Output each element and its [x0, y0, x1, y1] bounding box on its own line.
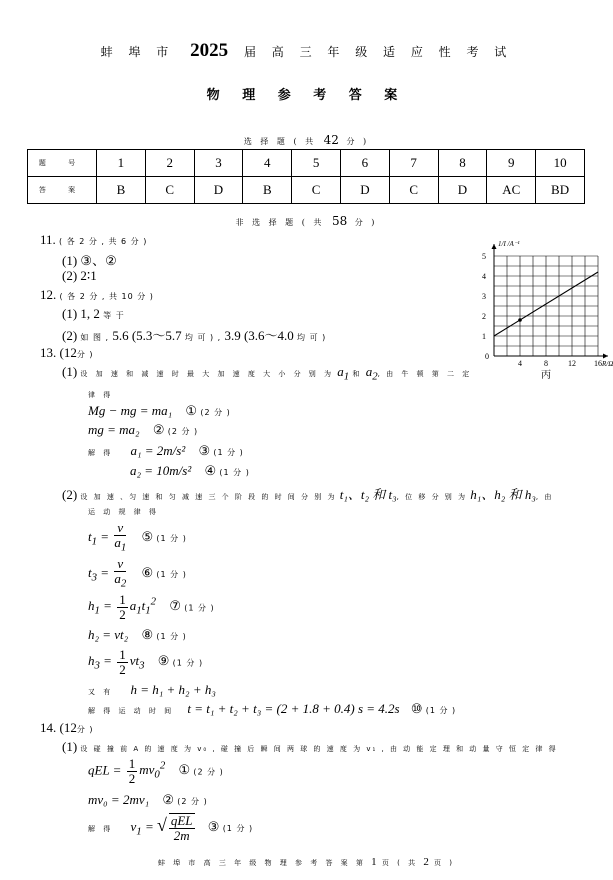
- q13-eq4-expr: a₂ = 10m/s²: [130, 463, 192, 478]
- chart-labels: [482, 240, 613, 381]
- q13-score: (12: [59, 345, 77, 360]
- q13-eq8-expr: h₂ = vt₂: [88, 627, 129, 642]
- q13-p2-vars2: h₁、h₂ 和 h₃: [470, 487, 536, 502]
- q13-eq10: [88, 701, 456, 717]
- q12-part1-note: 等 于: [103, 311, 125, 320]
- q13-eq4: [130, 463, 250, 479]
- q13-eq3-pts: (1 分 ): [213, 448, 244, 457]
- q12-part2-note3: 均 可 ): [297, 333, 327, 342]
- q-answer: C: [145, 177, 194, 204]
- q-answer: B: [243, 177, 292, 204]
- q14-eq2: [88, 792, 208, 808]
- q13-p2-vars: t₁、t₂ 和 t₃: [339, 487, 397, 502]
- q13-eq3-expr: a₁ = 2m/s²: [130, 443, 186, 458]
- q13-eq2-expr: mg = ma₂: [88, 422, 140, 437]
- q11-heading: [40, 232, 147, 248]
- footer-pre: 蚌 埠 市 高 三 年 级 物 理 参 考 答 案 第: [157, 859, 366, 867]
- q-answer: D: [438, 177, 487, 204]
- q13-eq-sum-expr: h = h₁ + h₂ + h₃: [130, 682, 216, 697]
- q-number: 10: [536, 150, 585, 177]
- q14-p1-intro-text: 设 碰 撞 前 A 的 速 度 为 v₀ , 碰 撞 后 瞬 间 两 球 的 速 度 为 v₁ , 由 动 能 定 理 和 动 量 守 恒 定 律 得: [80, 745, 558, 753]
- q13-eq1-mark: ①: [185, 403, 198, 418]
- q11-number: 11.: [40, 232, 56, 247]
- q-answer: C: [389, 177, 438, 204]
- header-year: 2025: [190, 40, 229, 61]
- x-axis-arrow: [603, 354, 608, 359]
- q13-p2-tail: 由: [544, 493, 555, 501]
- header-city: 蚌 埠 市: [100, 45, 175, 59]
- q-number: 7: [389, 150, 438, 177]
- q13-eq1-pts: (2 分 ): [200, 408, 231, 417]
- q13-score-unit: 分 ): [76, 350, 94, 359]
- x-tick-label: 8: [544, 359, 548, 368]
- q13-p1-intro2: 律 得: [88, 391, 114, 399]
- q-answer: B: [97, 177, 146, 204]
- q13-eq9-mark: ⑨: [157, 653, 170, 669]
- graph-bing: [466, 226, 613, 386]
- row-label-number: 题 号: [28, 150, 97, 177]
- q14-eq2-mark: ②: [162, 792, 175, 807]
- q12-part2-values: 5.6 (5.3～5.7: [112, 328, 182, 343]
- q13-p2-mid: 位 移 分 别 为: [405, 493, 468, 501]
- y-tick-label: 1: [482, 332, 486, 341]
- page-title: 物 理 参 考 答 案: [206, 88, 407, 103]
- q13-heading: [40, 345, 94, 361]
- q14-eq3-pts: (1 分 ): [222, 823, 254, 833]
- y-axis-label: 1/I /A⁻¹: [498, 240, 520, 248]
- q12-part1-values: (1) 1, 2: [62, 306, 100, 321]
- q14-eq3-mark: ③: [207, 818, 220, 834]
- q11-part2: (2) 2∶1: [62, 268, 97, 283]
- y-tick-label: 2: [482, 312, 486, 321]
- q-number: 6: [340, 150, 389, 177]
- q12-part1: [62, 306, 125, 322]
- q13-eq1-expr: Mg − mg = ma₁: [88, 403, 173, 418]
- answer-table: [27, 149, 585, 204]
- q14-solve-label: 解 得: [88, 824, 114, 833]
- q13-eq10-mark: ⑩: [410, 701, 423, 716]
- mc-points: 42: [323, 133, 339, 147]
- q14-eq1: qEL = $\frac{1}{2}$ $mv_0^2$ ① (2 分 ): [88, 756, 224, 786]
- q13-eq6: $t_3$ = $\frac{v}{a_2}$ ⑥ (1 分 ): [88, 556, 187, 590]
- q-answer: D: [194, 177, 243, 204]
- exam-header: [0, 40, 613, 62]
- q13-solve-time-label: 解 得 运 动 时 间: [88, 707, 175, 715]
- q12-note: ( 各 2 分 , 共 10 分 ): [59, 292, 154, 301]
- q13-eq7-mark: ⑦: [169, 598, 181, 614]
- nonmc-label-pre: 非 选 择 题 ( 共: [235, 218, 325, 227]
- q12-part2-note2: 均 可 ) ,: [184, 333, 222, 342]
- nonmc-label-post: 分 ): [354, 218, 378, 227]
- q13-also-label: 又 有: [88, 688, 114, 696]
- q12-part2-values2: 3.9 (3.6～4.0: [224, 328, 294, 343]
- q13-eq4-mark: ④: [204, 463, 217, 478]
- q13-eq9: $h_3$ = $\frac{1}{2}$ $vt_3$ ⑨ (1 分 ): [88, 647, 204, 677]
- y-tick-label: 3: [482, 292, 486, 301]
- footer-page: 1: [371, 856, 377, 868]
- q13-eq3-mark: ③: [198, 443, 211, 458]
- q13-eq6-pts: (1 分 ): [156, 569, 187, 579]
- q12-number: 12.: [40, 287, 57, 302]
- footer-total: 2: [423, 856, 429, 868]
- x-tick-label: 0: [485, 352, 489, 361]
- data-point: [518, 318, 522, 322]
- q13-eq2-pts: (2 分 ): [167, 427, 199, 436]
- q12-part2: [62, 325, 326, 344]
- q13-eq6-mark: ⑥: [141, 564, 154, 580]
- x-tick-label: 16: [594, 359, 602, 368]
- x-tick-label: 12: [568, 359, 576, 368]
- q13-p1-intro-text: 设 加 速 和 减 速 时 最 大 加 速 度 大 小 分 别 为: [80, 370, 335, 378]
- q13-eq8-pts: (1 分 ): [156, 632, 187, 641]
- q13-eq8: [88, 627, 187, 643]
- q13-eq7-pts: (1 分 ): [184, 603, 215, 613]
- q-answer: AC: [487, 177, 536, 204]
- q11-part1: (1) ③、②: [62, 253, 117, 268]
- x-axis-label: R/Ω: [602, 360, 613, 368]
- q13-part2-intro: (2) 设 加 速 、匀 速 和 匀 减 速 三 个 阶 段 的 时 间 分 别 为 t₁、t₂ 和 t₃, 位 移 分 别 为 h₁、h₂ 和 h₃, 由: [62, 487, 555, 502]
- q13-eq4-pts: (1 分 ): [219, 468, 250, 477]
- page-footer: [0, 856, 613, 868]
- q13-eq1: [88, 403, 231, 419]
- q-number: 4: [243, 150, 292, 177]
- q13-number: 13.: [40, 345, 57, 360]
- row-label-answer: 答 案: [28, 177, 97, 204]
- q14-eq1-pts: (2 分 ): [193, 767, 224, 777]
- q13-eq5: $t_1$ = $\frac{v}{a_1}$ ⑤ (1 分 ): [88, 520, 187, 554]
- q13-p1-and: 和: [352, 370, 363, 378]
- q14-eq3: 解 得 $v_1$ = √ $\frac{\text{qEL}}{2m}$ ③ (1 分 ): [88, 813, 254, 843]
- q-number: 5: [292, 150, 341, 177]
- q13-p1-tail: 由 牛 顿 第 二 定: [386, 370, 473, 378]
- q-answer: BD: [536, 177, 585, 204]
- q14-number: 14.: [40, 720, 57, 735]
- chart-grid: [494, 256, 598, 356]
- q13-eq3: [88, 443, 244, 459]
- q-number: 2: [145, 150, 194, 177]
- q-answer: C: [292, 177, 341, 204]
- q13-part1-intro: (1) 设 加 速 和 减 速 时 最 大 加 速 度 大 小 分 别 为 $a_1$ 和 $a_2$, 由 牛 顿 第 二 定: [62, 364, 473, 383]
- q13-eq7: $h_1$ = $\frac{1}{2}$ $a_1t_1^2$ ⑦ (1 分 ): [88, 592, 215, 622]
- y-axis-arrow: [492, 244, 497, 249]
- chart-caption: 丙: [541, 370, 551, 381]
- nonmc-points: 58: [331, 214, 348, 228]
- mc-label-post: 分 ): [346, 137, 370, 146]
- q13-eq9-pts: (1 分 ): [172, 658, 204, 668]
- y-tick-label: 5: [482, 252, 486, 261]
- q11-note: ( 各 2 分 , 共 6 分 ): [59, 237, 148, 246]
- q-number: 1: [97, 150, 146, 177]
- answer-table-answer-row: [28, 177, 585, 204]
- q13-eq5-pts: (1 分 ): [156, 533, 187, 543]
- footer-post: 页 ): [434, 859, 456, 867]
- q13-eq-sum: [88, 682, 216, 698]
- q14-eq1-mark: ①: [178, 762, 191, 778]
- footer-mid: 页 ( 共: [381, 859, 419, 867]
- q14-score-unit: 分 ): [76, 725, 94, 734]
- q13-solve-label: 解 得: [88, 449, 114, 457]
- q14-heading: [40, 720, 94, 736]
- q-number: 8: [438, 150, 487, 177]
- answer-table-number-row: [28, 150, 585, 177]
- q13-eq8-mark: ⑧: [141, 627, 154, 642]
- q14-part1-intro: (1) 设 碰 撞 前 A 的 速 度 为 v₀ , 碰 撞 后 瞬 间 两 球 的 速 度 为 v₁ , 由 动 能 定 理 和 动 量 守 恒 定 律 得: [62, 739, 558, 754]
- mc-label-pre: 选 择 题 ( 共: [243, 137, 317, 146]
- q12-part2-note: 如 图 ,: [80, 333, 110, 342]
- q13-eq2-mark: ②: [152, 422, 165, 437]
- q13-eq2: [88, 422, 198, 438]
- q13-eq10-expr: t = t₁ + t₂ + t₃ = (2 + 1.8 + 0.4) s = 4.2s: [187, 701, 400, 716]
- q12-part2-label: (2): [62, 328, 78, 343]
- q-answer: D: [340, 177, 389, 204]
- q14-eq2-pts: (2 分 ): [177, 797, 208, 806]
- header-tail: 届 高 三 年 级 适 应 性 考 试: [243, 45, 513, 59]
- q12-heading: [40, 287, 154, 303]
- q14-score: (12: [59, 720, 77, 735]
- y-tick-label: 4: [482, 272, 486, 281]
- q13-eq5-mark: ⑤: [141, 528, 154, 544]
- mc-section-label: [0, 133, 613, 147]
- q14-eq2-expr: mv₀ = 2mv₁: [88, 792, 150, 807]
- q13-eq10-pts: (1 分 ): [425, 706, 457, 715]
- q13-p2-intro-text: 设 加 速 、匀 速 和 匀 减 速 三 个 阶 段 的 时 间 分 别 为: [80, 493, 337, 501]
- q-number: 3: [194, 150, 243, 177]
- x-tick-label: 4: [518, 359, 522, 368]
- q13-p2-intro2: 运 动 规 律 得: [88, 508, 159, 516]
- q-number: 9: [487, 150, 536, 177]
